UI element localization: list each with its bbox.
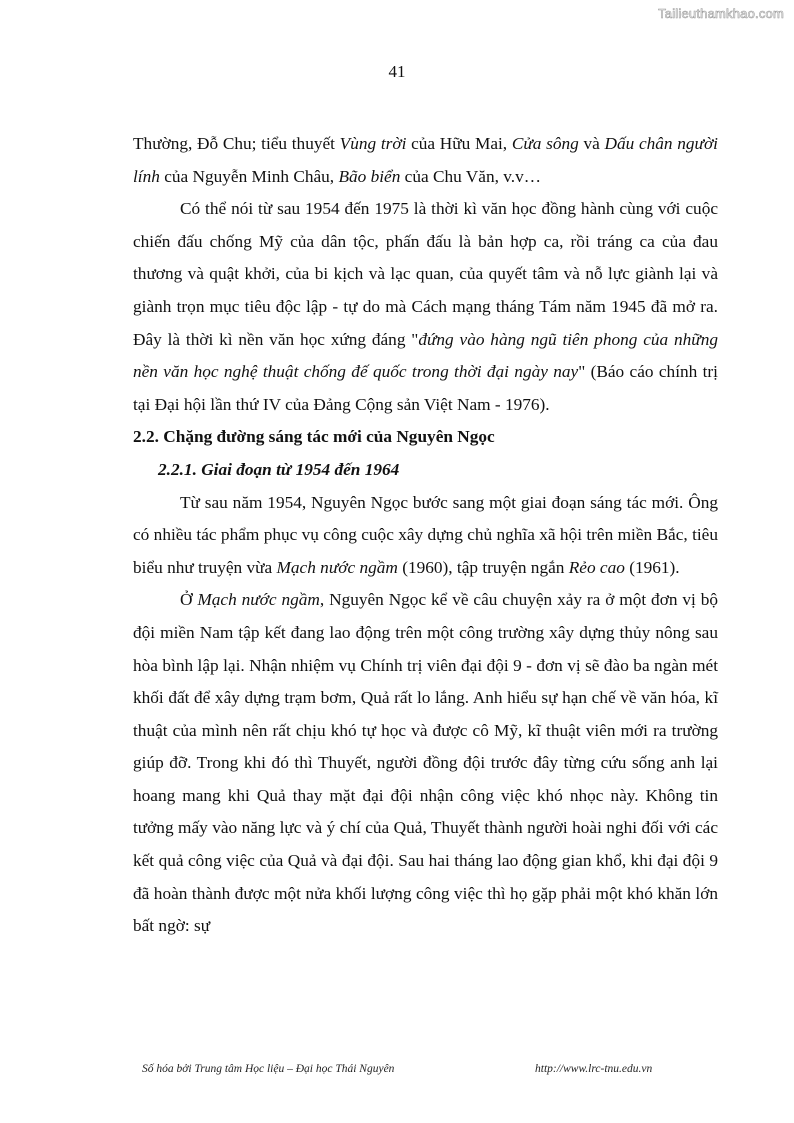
quotation: đứng vào hàng ngũ tiên phong của những nền văn học nghệ thuật chống đế quốc trong thời đại ngày nay bbox=[133, 329, 718, 382]
work-title: Mạch nước ngầm bbox=[276, 557, 398, 577]
work-title: Cửa sông bbox=[511, 134, 579, 153]
work-title: Bão biển bbox=[338, 166, 401, 186]
paragraph-2: Có thể nói từ sau 1954 đến 1975 là thời kì văn học đồng hành cùng với cuộc chiến đấu chống Mỹ của dân tộc, phấn đấu là bản hợp ca, rồi tráng ca của đau thương và quật khởi, của bi kịch và lạc quan, của quyết tâm và nỗ lực giành lại và giành trọn mục tiêu độc lập - tự do mà Cách mạng tháng Tám năm 1945 đã mở ra. Đây là thời kì nền văn học xứng đáng "đứng vào hàng ngũ tiên phong của những nền văn học nghệ thuật chống đế quốc trong thời đại ngày nay" (Báo cáo chính trị tại Đại hội lần thứ IV của Đảng Cộng sản Việt Nam - 1976). bbox=[133, 199, 718, 414]
footer-url: http://www.lrc-tnu.edu.vn bbox=[535, 1063, 653, 1075]
footer-credit: Số hóa bởi Trung tâm Học liệu – Đại học Thái Nguyên bbox=[142, 1063, 395, 1075]
paragraph-3: Từ sau năm 1954, Nguyên Ngọc bước sang một giai đoạn sáng tác mới. Ông có nhiều tác phẩm phục vụ công cuộc xây dựng chủ nghĩa xã hội trên miền Bắc, tiêu biểu như truyện vừa Mạch nước ngầm (1960), tập truyện ngắn Rẻo cao (1961). bbox=[133, 492, 718, 577]
work-title: Mạch nước ngầm bbox=[197, 590, 320, 610]
work-title: Vùng trời bbox=[339, 134, 407, 153]
page-number: 41 bbox=[388, 62, 406, 81]
section-heading: 2.2. Chặng đường sáng tác mới của Nguyên Ngọc bbox=[133, 427, 495, 447]
paragraph-4: Ở Mạch nước ngầm, Nguyên Ngọc kể về câu chuyện xảy ra ở một đơn vị bộ đội miền Nam tập kết đang lao động trên một công trường xây dựng thủy nông sau hòa bình lập lại. Nhận nhiệm vụ Chính trị viên đại đội 9 - đơn vị sẽ đào ba ngàn mét khối đất để xây dựng trạm bơm, Quả rất lo lắng. Anh hiểu sự hạn chế về văn hóa, kĩ thuật của mình nên rất chịu khó tự học và được cô Mỹ, kĩ thuật viên mới ra trường giúp đỡ. Trong khi đó thì Thuyết, người đồng đội trước đây từng cứu sống anh lại hoang mang khi Quả thay mặt đại đội nhận công việc khó nhọc này. Không tin tưởng mấy vào năng lực và ý chí của Quả, Thuyết thành người hoài nghi đối với các kết quả công việc của Quả và đại đội. Sau hai tháng lao động gian khổ, khi đại đội 9 đã hoàn thành được một nửa khối lượng công việc thì họ gặp phải một khó khăn lớn bất ngờ: sự bbox=[133, 590, 718, 936]
work-title: Rẻo cao bbox=[568, 557, 625, 577]
work-title: Dấu chân người lính bbox=[133, 134, 718, 186]
subsection-heading: 2.2.1. Giai đoạn từ 1954 đến 1964 bbox=[158, 459, 400, 479]
main-content bbox=[133, 128, 718, 943]
watermark: Tailieuthamkhao.com bbox=[658, 6, 784, 21]
paragraph-1: Thường, Đỗ Chu; tiểu thuyết Vùng trời của Hữu Mai, Cửa sông và Dấu chân người lính của Nguyễn Minh Châu, Bão biển của Chu Văn, v.v… bbox=[133, 134, 718, 186]
